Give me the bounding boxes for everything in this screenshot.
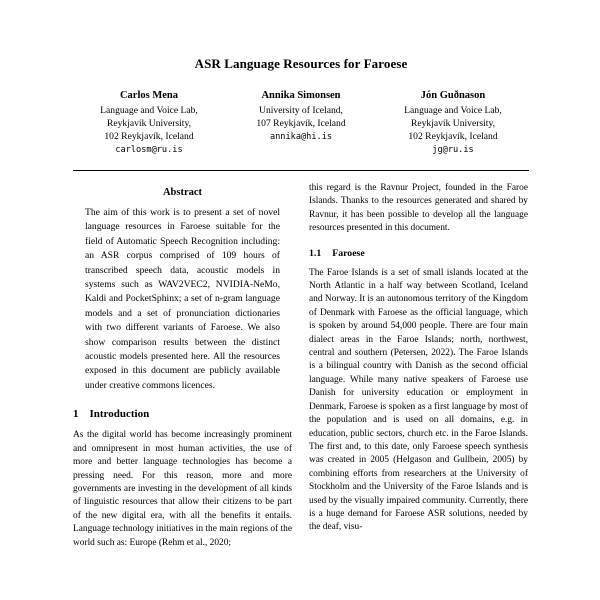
author-affiliation-line: Language and Voice Lab,: [100, 105, 198, 116]
faroese-paragraph: The Faroe Islands is a set of small islands located at the North Atlantic in a half way between Scotland, Iceland and Norway. It is an autonomous territory of the Kingdom of Denmark with Faroese as the official language, which is spoken by around 54,000 people. There are four main dialect areas in the Faroe Islands; north, northwest, central and southern (Petersen, 2022). The Faroe Islands is a bilingual country with Danish as the second official language. While many native speakers of Faroese use Danish for university education or employment in Denmark, Faroese is spoken as a first language by most of the population and is used on all domains, e.g. in education, public sectors, church etc. in the Faroe Islands. The first and, to this date, only Faroese speech synthesis was created in 2005 (Helgason and Gullbein, 2005) by combining efforts from researchers at the University of Stockholm and the University of the Faroe Islands and is used by the visually impaired community. Currently, there is a huge demand for Faroese ASR solutions, needed by the deaf, visu-: [309, 267, 528, 533]
continuation-paragraph: this regard is the Ravnur Project, founded in the Faroe Islands. Thanks to the resources generated and shared by Ravnur, it has been possible to develop all the language resources presented in this document.: [309, 183, 528, 234]
section-number: 1.1: [309, 247, 322, 259]
abstract-text: The aim of this work is to present a set of novel language resources in Faroese suitable for the field of Automatic Speech Recognition including: an ASR corpus comprised of 109 hours of transcribed speech data, acoustic models in systems such as WAV2VEC2, NVIDIA-NeMo, Kaldi and PocketSphinx; a set of n-gram language models and a set of pronunciation dictionaries with two different variants of Faroese. We also show comparison results between the distinct acoustic models presented here. All the resources exposed in this document are publicly available under creative commons licences.: [85, 207, 280, 391]
author-card: [377, 89, 529, 157]
abstract-heading: Abstract: [162, 187, 203, 198]
header-divider: [73, 170, 529, 171]
section-title: Introduction: [89, 408, 150, 421]
introduction-paragraph: As the digital world has become increasingly prominent and omnipresent in most human activities, the use of more and better language technologies has become a pressing need. For this reason, more and more governments are investing in the development of all kinds of linguistic resources that allow their citizens to be part of the new digital era, with all the benefits it entails. Language technology initiatives in the main regions of the world such as: Europe (Rehm et al., 2020;: [73, 430, 292, 548]
subsection-heading-faroese: [309, 248, 528, 259]
author-affiliation-line: Language and Voice Lab,: [404, 105, 502, 116]
author-email: jg@ru.is: [432, 145, 474, 155]
author-card: [225, 89, 377, 157]
right-column: [309, 182, 528, 535]
author-card: [73, 89, 225, 157]
abstract-section: [73, 187, 292, 393]
author-block: [73, 89, 529, 157]
author-email: annika@hi.is: [269, 132, 333, 142]
author-name: Annika Simonsen: [261, 90, 341, 101]
section-title: Faroese: [332, 247, 365, 259]
author-affiliation-line: Reykjavík University,: [410, 118, 496, 129]
two-column-body: [73, 182, 529, 550]
author-affiliation-line: Reykjavík University,: [106, 118, 192, 129]
author-affiliation-line: University of Iceland,: [259, 105, 343, 116]
section-number: 1: [73, 408, 79, 421]
author-affiliation-line: 102 Reykjavík, Iceland: [408, 131, 498, 142]
author-email: carlosm@ru.is: [115, 145, 183, 155]
author-affiliation-line: 107 Reykjavík, Iceland: [256, 118, 346, 129]
author-name: Jón Guðnason: [420, 90, 486, 101]
section-heading-introduction: [73, 408, 292, 420]
paper-title: ASR Language Resources for Faroese: [194, 56, 408, 71]
left-column: [73, 182, 292, 550]
author-affiliation-line: 102 Reykjavík, Iceland: [104, 131, 194, 142]
author-name: Carlos Mena: [119, 90, 179, 101]
